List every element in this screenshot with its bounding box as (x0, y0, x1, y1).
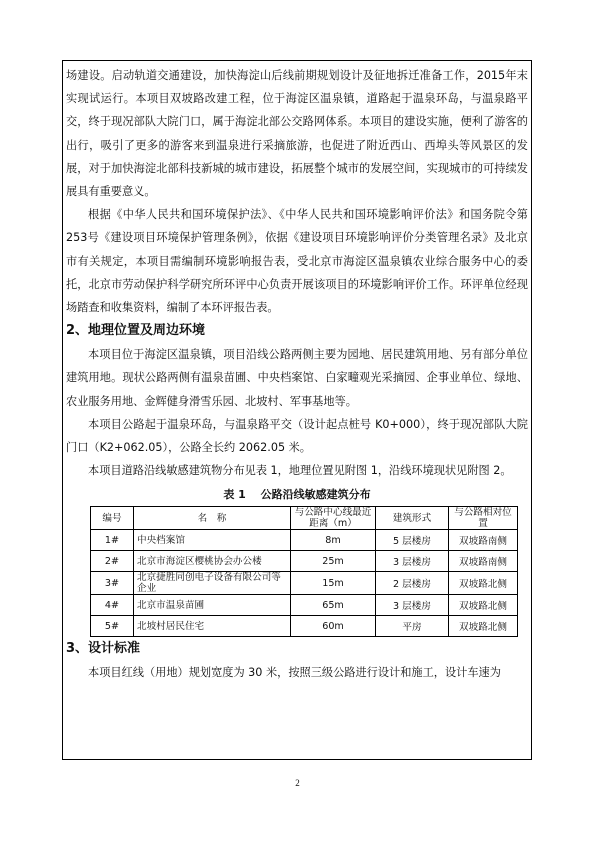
cell-relative-position: 双坡路南侧 (449, 530, 518, 551)
cell-name: 北京市温泉苗圃 (134, 595, 291, 616)
cell-number: 5# (91, 616, 134, 637)
paragraph-location-surroundings: 本项目位于海淀区温泉镇，项目沿线公路两侧主要为园地、居民建筑用地、另有部分单位建筑用地。现状公路两侧有温泉苗圃、中央档案馆、白家疃观光采摘园、企事业单位、绿地、农业服务用地、金辉健身滑雪乐园、北坡村、军事基地等。 (66, 348, 528, 408)
cell-building-type: 3 层楼房 (376, 551, 449, 572)
cell-building-type: 5 层楼房 (376, 530, 449, 551)
document-body (66, 64, 528, 685)
section-heading-design-standard: 3、设计标准 (66, 641, 141, 657)
cell-name: 中央档案馆 (134, 530, 291, 551)
cell-distance: 65m (291, 595, 376, 616)
cell-name: 北坡村居民住宅 (134, 616, 291, 637)
paragraph-legal-basis: 根据《中华人民共和国环境保护法》、《中华人民共和国环境影响评价法》和国务院令第253号《建设项目环境保护管理条例》，依据《建设项目环境影响评价分类管理名录》及北京市有关规定，本项目需编制环境影响报告表，受北京市海淀区温泉镇农业综合服务中心的委托，北京市劳动保护科学研究所环评中心负责开展该项目的环境影响评价工作。环评单位经现场踏查和收集资料，编制了本环评报告表。 (66, 208, 528, 315)
cell-relative-position: 双坡路北侧 (449, 572, 518, 595)
cell-number: 2# (91, 551, 134, 572)
cell-building-type: 3 层楼房 (376, 595, 449, 616)
table-row (91, 595, 518, 616)
sensitive-buildings-table (90, 506, 518, 637)
cell-relative-position: 双坡路北侧 (449, 616, 518, 637)
table-row (91, 551, 518, 572)
paragraph-route-start-end: 本项目公路起于温泉环岛，与温泉路平交（设计起点桩号 K0+000），终于现况部队大院门口（K2+062.05），公路全长约 2062.05 米。 (66, 417, 528, 455)
cell-name: 北京捷胜同创电子设备有限公司等企业 (134, 572, 291, 595)
cell-relative-position: 双坡路南侧 (449, 551, 518, 572)
paragraph-table-reference: 本项目道路沿线敏感建筑物分布见表 1，地理位置见附图 1，沿线环境现状见附图 2。 (88, 464, 512, 478)
table-caption: 表 1 公路沿线敏感建筑分布 (223, 488, 371, 502)
table-row (91, 616, 518, 637)
cell-building-type: 平房 (376, 616, 449, 637)
cell-distance: 60m (291, 616, 376, 637)
table-row (91, 530, 518, 551)
header-relative-position: 与公路相对位置 (449, 507, 518, 530)
header-number: 编号 (91, 507, 134, 530)
cell-number: 3# (91, 572, 134, 595)
paragraph-project-background: 场建设。启动轨道交通建设，加快海淀山后线前期规划设计及征地拆迁准备工作，2015年末实现试运行。本项目双坡路改建工程，位于海淀区温泉镇，道路起于温泉环岛，与温泉路平交，终于现况部队大院门口，属于海淀北部公交路网体系。本项目的建设实施，便利了游客的出行，吸引了更多的游客来到温泉进行采摘旅游，也促进了附近西山、西埠头等风景区的发展，对于加快海淀北部科技新城的城市建设，拓展整个城市的发展空间，实现城市的可持续发展具有重要意义。 (66, 69, 528, 199)
cell-building-type: 2 层楼房 (376, 572, 449, 595)
page-number: 2 (295, 778, 300, 788)
header-name: 名 称 (134, 507, 291, 530)
cell-distance: 15m (291, 572, 376, 595)
cell-number: 1# (91, 530, 134, 551)
cell-number: 4# (91, 595, 134, 616)
section-heading-location: 2、地理位置及周边环境 (66, 323, 206, 339)
table-row (91, 572, 518, 595)
cell-distance: 25m (291, 551, 376, 572)
paragraph-design-standard: 本项目红线（用地）规划宽度为 30 米，按照三级公路进行设计和施工，设计车速为 (88, 666, 501, 680)
header-building-type: 建筑形式 (376, 507, 449, 530)
cell-relative-position: 双坡路北侧 (449, 595, 518, 616)
table-header-row (91, 507, 518, 530)
header-distance: 与公路中心线最近距离（m） (291, 507, 376, 530)
cell-distance: 8m (291, 530, 376, 551)
cell-name: 北京市海淀区樱桃协会办公楼 (134, 551, 291, 572)
